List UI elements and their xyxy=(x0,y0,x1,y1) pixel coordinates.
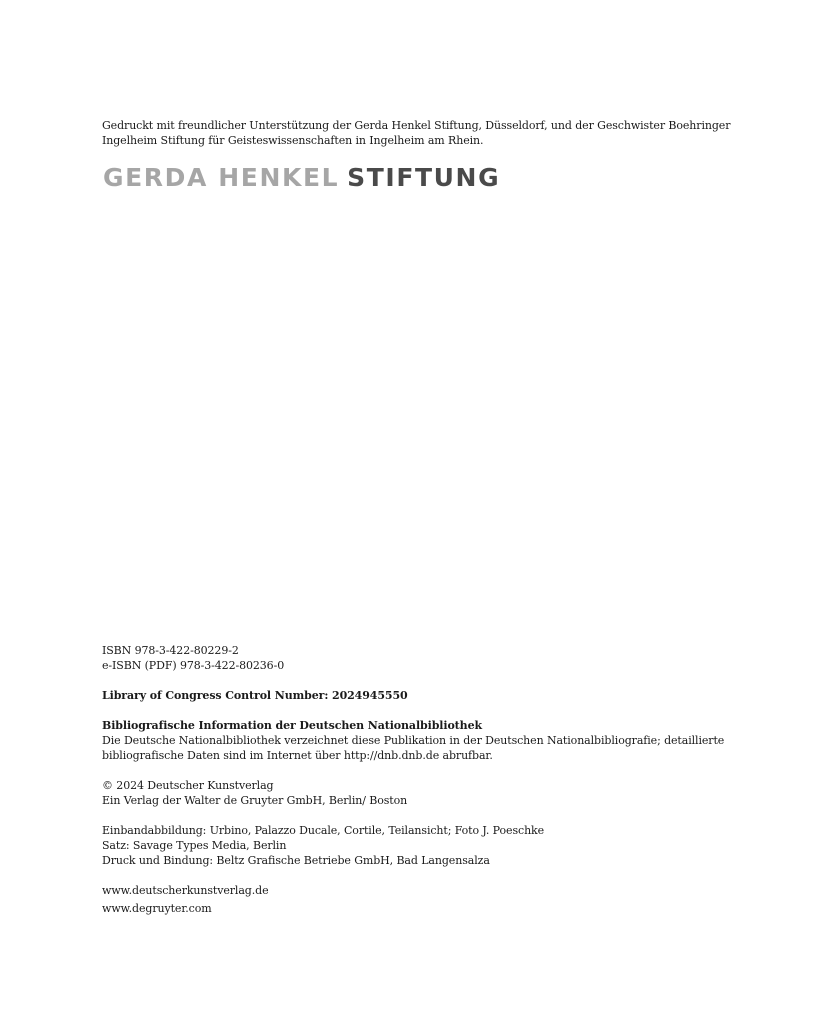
imprint-block xyxy=(102,643,742,916)
copyright-block xyxy=(102,778,742,808)
isbn-pdf: e-ISBN (PDF) 978-3-422-80236-0 xyxy=(102,659,285,672)
logo-part-gerda-henkel: GERDA HENKEL xyxy=(103,163,340,192)
loc-control-number: Library of Congress Control Number: 2024945550 xyxy=(102,689,408,702)
dnb-block xyxy=(102,718,742,763)
group-url-link[interactable]: www.degruyter.com xyxy=(102,902,212,915)
dnb-heading: Bibliografische Information der Deutschen Nationalbibliothek xyxy=(102,719,482,732)
printing-credit: Druck und Bindung: Beltz Grafische Betriebe GmbH, Bad Langensalza xyxy=(102,854,490,867)
credits-block xyxy=(102,823,742,868)
logo-part-stiftung: STIFTUNG xyxy=(347,163,501,192)
copyright-line: © 2024 Deutscher Kunstverlag xyxy=(102,779,274,792)
typesetting-credit: Satz: Savage Types Media, Berlin xyxy=(102,839,287,852)
dnb-body: Die Deutsche Nationalbibliothek verzeichnet diese Publikation in der Deutschen Nationalbibliografie; detaillierte bibliografische Daten sind im Internet über http://dnb.dnb.de abrufbar. xyxy=(102,734,725,762)
urls-block xyxy=(102,883,742,916)
isbn-print: ISBN 978-3-422-80229-2 xyxy=(102,644,239,657)
support-note: Gedruckt mit freundlicher Unterstützung der Gerda Henkel Stiftung, Düsseldorf, und der Geschwister Boehringer Ingelheim Stiftung für Geisteswissenschaften in Ingelheim am Rhein. xyxy=(102,119,731,147)
cover-credit: Einbandabbildung: Urbino, Palazzo Ducale, Cortile, Teilansicht; Foto J. Poeschke xyxy=(102,824,545,837)
isbn-block xyxy=(102,643,742,673)
publisher-line: Ein Verlag der Walter de Gruyter GmbH, Berlin/ Boston xyxy=(102,794,408,807)
loc-block xyxy=(102,688,742,703)
gerda-henkel-stiftung-logo xyxy=(103,163,500,193)
publisher-url-link[interactable]: www.deutscherkunstverlag.de xyxy=(102,884,269,897)
